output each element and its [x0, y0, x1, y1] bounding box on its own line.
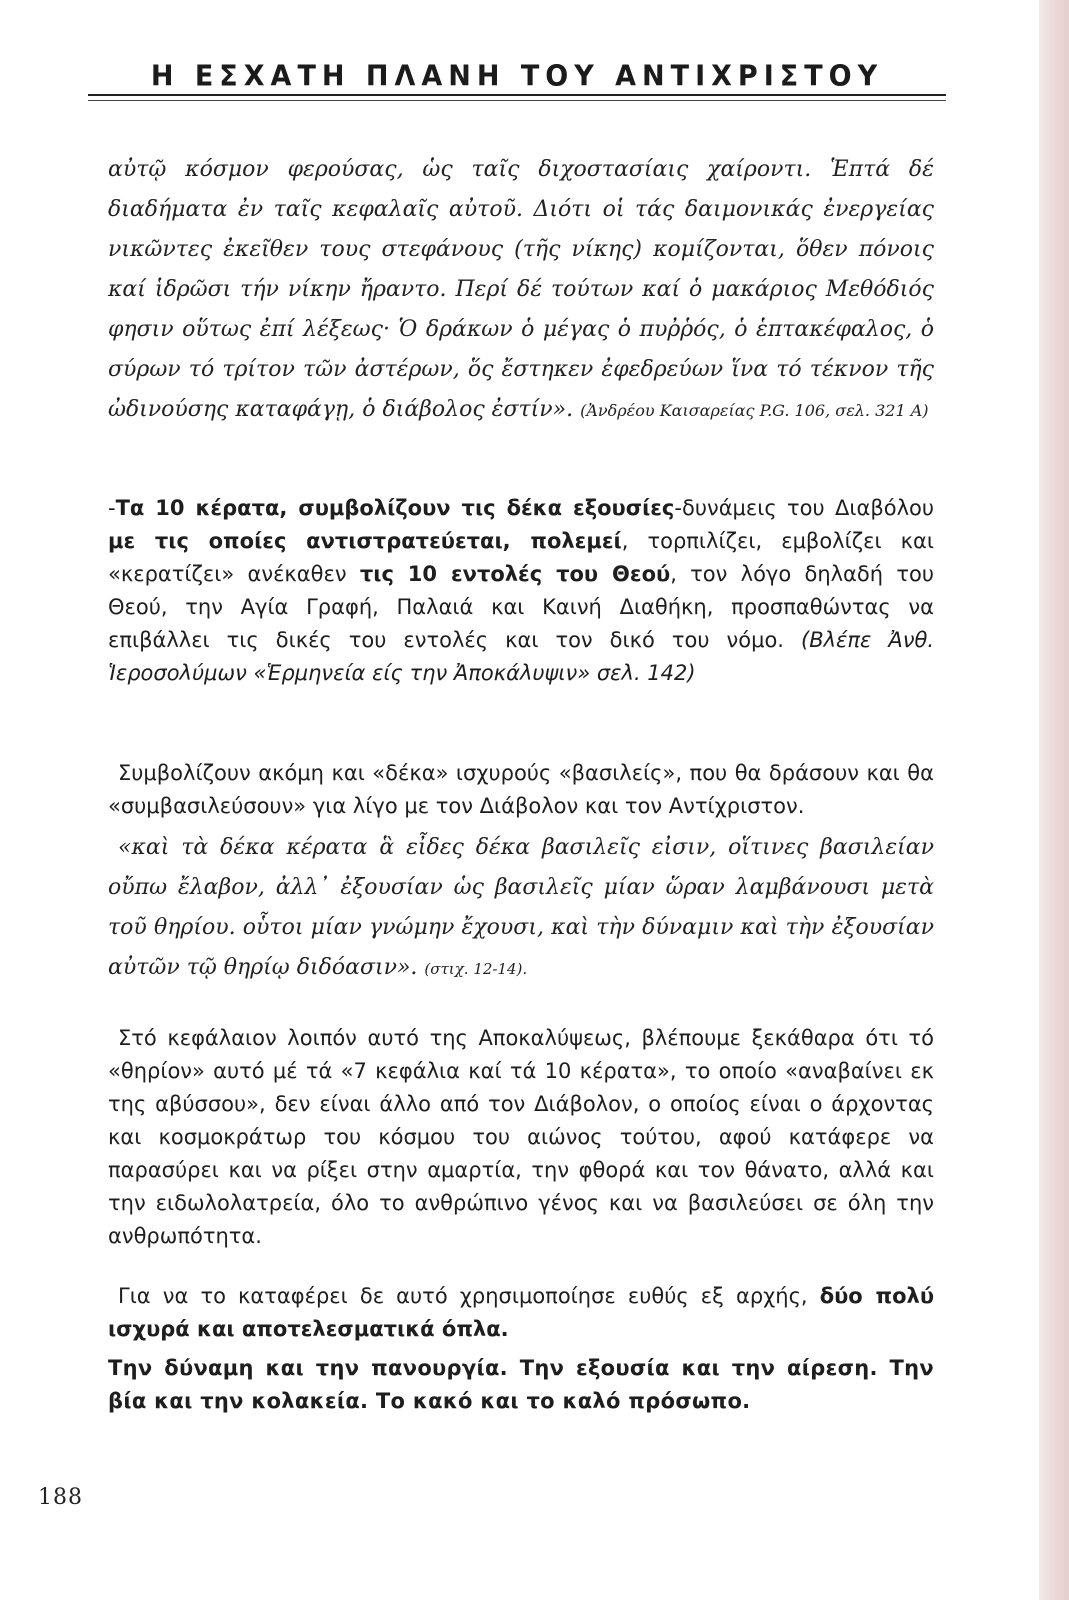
para4-text: Για να το καταφέρει δε αυτό χρησιμοποίησε ευθύς εξ αρχής,	[118, 1284, 820, 1308]
para1-prefix: -	[108, 496, 116, 520]
para1-text1: -δυνάμεις του Διαβόλου	[674, 496, 934, 520]
header-rule	[88, 100, 946, 101]
para2-text: Συμβολίζουν ακόμη και «δέκα» ισχυρούς «βασιλείς», που θα δράσουν και θα «συμβασιλεύσουν» για λίγο με τον Διάβολον και τον Αντίχριστον.	[108, 761, 934, 818]
paragraph-beast-explanation	[108, 1022, 934, 1253]
running-header	[88, 60, 946, 96]
para1-bold2: με τις οποίες αντιστρατεύεται, πολεμεί	[108, 529, 622, 553]
para1-bold1: Τα 10 κέρατα, συμβολίζουν τις δέκα εξουσίες	[115, 496, 675, 520]
header-title: Η ΕΣΧΑΤΗ ΠΛΑΝΗ ΤΟΥ ΑΝΤΙΧΡΙΣΤΟΥ	[150, 60, 884, 93]
page-edge-shadow	[1039, 0, 1069, 1600]
quote1-text: αὐτῷ κόσμον φερούσας, ὡς ταῖς διχοστασίαις χαίροντι. Ἑπτά δέ διαδήματα ἐν ταῖς κεφαλαῖς αὐτοῦ. Διότι οἱ τάς δαιμονικάς ἐνεργείας νικῶντες ἐκεῖθεν τους στεφάνους (τῆς νίκης) κομίζονται, ὅθεν πόνοις καί ἱδρῶσι τήν νίκην ἤραντο. Περί δέ τούτων καί ὁ μακάριος Μεθόδιός φησιν οὕτως ἐπί λέξεως· Ὁ δράκων ὁ μέγας ὁ πυῤῥός, ὁ ἑπτακέφαλος, ὁ σύρων τό τρίτον τῶν ἀστέρων, ὅς ἔστηκεν ἐφεδρεύων ἵνα τό τέκνον τῆς ὠδινούσης καταφάγῃ, ὁ διάβολος ἐστίν».	[108, 157, 934, 422]
paragraph-power-and-cunning	[108, 1352, 934, 1418]
para1-bold3: τις 10 εντολές του Θεού	[359, 562, 671, 586]
paragraph-ten-kings	[108, 757, 934, 823]
quote2-text: «καὶ τὰ δέκα κέρατα ἃ εἶδες δέκα βασιλεῖς εἰσιν, οἵτινες βασιλείαν οὔπω ἔλαβον, ἀλλ᾽ ἐξουσίαν ὡς βασιλεῖς μίαν ὥραν λαμβάνουσι μετὰ τοῦ θηρίου. οὗτοι μίαν γνώμην ἔχουσι, καὶ τὴν δύναμιν καὶ τὴν ἐξουσίαν αὐτῶν τῷ θηρίῳ διδόασιν».	[108, 835, 934, 980]
quote-andrew-caesarea	[108, 150, 934, 431]
paragraph-two-weapons	[108, 1280, 934, 1346]
quote-revelation-17	[108, 828, 934, 989]
para1-citation: (Βλέπε Ἀνθ. Ἱεροσολύμων «Ἑρμηνεία είς την Ἀποκάλυψιν» σελ. 142)	[108, 628, 935, 685]
quote1-citation: (Ἀνδρέου Καισαρείας P.G. 106, σελ. 321 Α)	[580, 401, 929, 420]
para4-suffix: .	[500, 1317, 509, 1341]
paragraph-ten-horns	[108, 492, 934, 690]
para1-text2: , τορπιλίζει, εμβολίζει και «κερατίζει» ανέκαθεν	[108, 529, 935, 586]
para1-text3: , τον λόγο δηλαδή του Θεού, την Αγία Γραφή, Παλαιά και Καινή Διαθήκη, προσπαθώντας να επιβάλλει τις δικές του εντολές και τον δικό του νόμο.	[108, 562, 934, 652]
page-number: 188	[38, 1485, 83, 1510]
para3-text: Στό κεφάλαιον λοιπόν αυτό της Αποκαλύψεως, βλέπουμε ξεκάθαρα ότι τό «θηρίον» αυτό μέ τά «7 κεφάλια καί τά 10 κέρατα», το οποίο «αναβαίνει εκ της αβύσσου», δεν είναι άλλο από τον Διάβολον, ο οποίος είναι ο άρχοντας και κοσμοκράτωρ του κόσμου του αιώνος τούτου, αφού κατάφερε να παρασύρει και να ρίξει στην αμαρτία, την φθορά και τον θάνατο, αλλά και την ειδωλολατρεία, όλο το ανθρώπινο γένος και να βασιλεύσει σε όλη την ανθρωπότητα.	[108, 1026, 934, 1248]
para5-text: Την δύναμη και την πανουργία. Την εξουσία και την αίρεση. Την βία και την κολακεία. Το κακό και το καλό πρόσωπο.	[108, 1356, 934, 1413]
para4-bold: δύο πολύ ισχυρά και αποτελεσματικά όπλα	[108, 1284, 934, 1341]
quote2-citation: (στιχ. 12-14).	[424, 960, 528, 978]
